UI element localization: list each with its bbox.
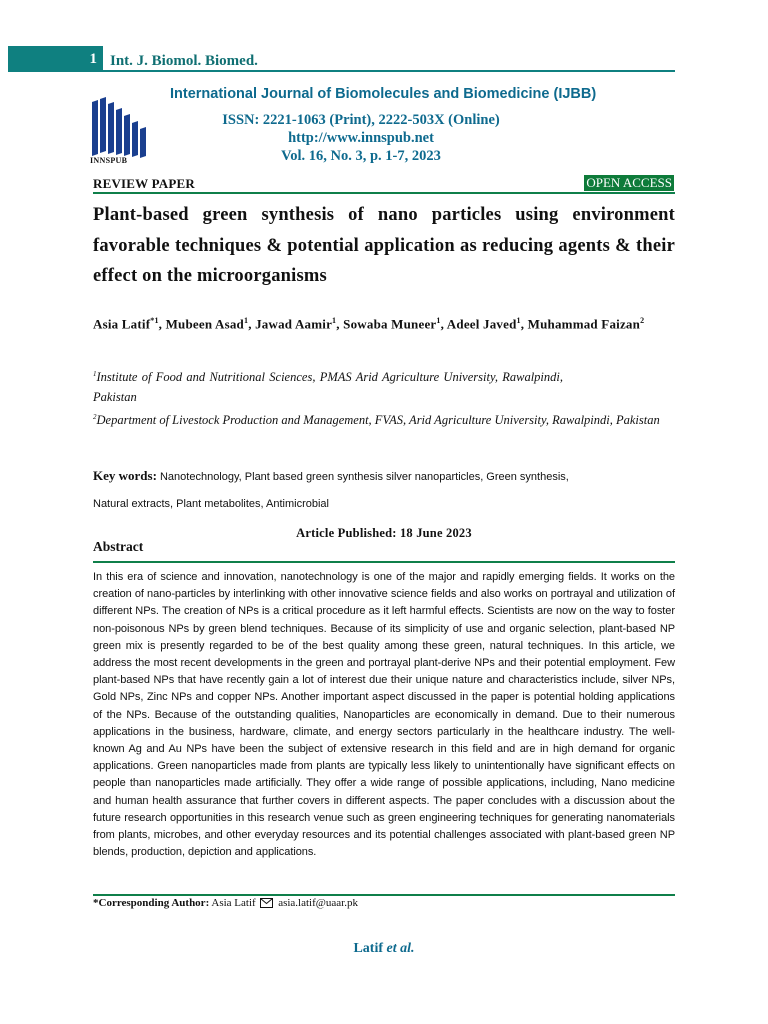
- author-mark: *1: [150, 316, 159, 325]
- affiliation-mark: 2: [93, 413, 97, 421]
- affiliation-mark: 1: [93, 370, 97, 378]
- issn: ISSN: 2221-1063 (Print), 2222-503X (Online): [222, 112, 500, 128]
- published-date: Article Published: 18 June 2023: [296, 526, 472, 540]
- footer-author: Latif: [353, 941, 384, 956]
- journal-url[interactable]: http://www.innspub.net: [288, 130, 434, 146]
- corresponding-author: [93, 897, 358, 909]
- running-journal-abbrev: Int. J. Biomol. Biomed.: [110, 53, 258, 69]
- corresponding-name: Asia Latif: [211, 897, 256, 909]
- author-list: Asia Latif$^{*1}$, Mubeen Asad$^1$, Jawad Aamir$^1$, Sowaba Muneer$^1$, Adeel Javed$^1$, Muhammad Faizan$^2$: [93, 316, 645, 332]
- open-access-badge: OPEN ACCESS: [586, 175, 672, 190]
- author-name: Jawad Aamir: [255, 316, 333, 332]
- abstract-text: In this era of science and innovation, nanotechnology is one of the major and rapidly emerging fields. It works on the creation of nano-particles by interlinking with other innovative science fields and also works on portrayal and utilization of different NPs. The creation of NPs is a critical procedure as it left harmful effects. Scientists are now on the way to foster non-poisonous NPs by green blend techniques. Because of its simplicity of use and organic selection, plant-based NP green mix is presently regarded to be of the best quality among these green, natural techniques. In this article, we address the most recent developments in the green and portrayal plant-derive NPs and their potential employment. Few plant-based NPs that have recently gain a lot of interest due their unique nature and characteristics include, silver NPs, Gold NPs, Zinc NPs and copper NPs. Another important aspect discussed in the paper is potential holding applications of the NPs. Because of the outstanding qualities, Nanoparticles are economically in demand. Due to their numerous applications in the business, hardware, climate, and energy sectors particularly in the healthcare industry. The well-known Ag and Au NPs have been the subject of extensive research in this field and are in high demand for organic applications. Green nanoparticles made from plants are typically less likely to unintentionally have significant effects on people than nanoparticles made artificially. They offer a wide range of possible applications, including, Nano medicine and human health assurance that further covers in different aspects. The paper concludes with a discussion about the future research opportunities in this research venue such as green engineering techniques for generating nanomaterials from plants, microbes, and other everyday resources and its potential challenges associated with plant-based green NP blends, production, depiction and applications.: [93, 571, 675, 859]
- affiliation-text: Department of Livestock Production and Management, FVAS, Arid Agriculture University, Rawalpindi, Pakistan: [96, 413, 660, 428]
- keywords-line-1: Nanotechnology, Plant based green synthesis silver nanoparticles, Green synthesis,: [159, 471, 569, 483]
- keywords: [93, 468, 675, 484]
- author-mark: 1: [516, 316, 521, 325]
- keywords-label: Key words:: [93, 468, 157, 483]
- abstract-heading: Abstract: [93, 539, 144, 554]
- author-name: Sowaba Muneer: [343, 316, 437, 332]
- keywords-line-2: Natural extracts, Plant metabolites, Antimicrobial: [93, 498, 329, 510]
- journal-title: International Journal of Biomolecules and Biomedicine (IJBB): [170, 86, 597, 102]
- author-name: Mubeen Asad: [165, 316, 244, 332]
- author-name: Muhammad Faizan: [527, 316, 641, 332]
- article-title: Plant-based green synthesis of nano particles using environment favorable techniques & potential application as reducing agents & their effect on the microorganisms: [93, 205, 675, 286]
- volume-info: Vol. 16, No. 3, p. 1-7, 2023: [281, 148, 441, 164]
- divider-abstract-bottom: [93, 894, 675, 896]
- affiliation-2: [93, 407, 675, 430]
- affiliation-text: Institute of Food and Nutritional Sciences, PMAS Arid Agriculture University, Rawalpindi, Pakistan: [93, 370, 563, 405]
- corresponding-email[interactable]: asia.latif@uaar.pk: [278, 897, 358, 909]
- header-rule: [103, 70, 675, 72]
- page-footer: [0, 941, 768, 957]
- author-mark: 1: [332, 316, 337, 325]
- envelope-icon: [260, 898, 273, 908]
- corresponding-label: *Corresponding Author:: [93, 897, 210, 909]
- author-name: Asia Latif: [93, 316, 151, 332]
- article-type: REVIEW PAPER: [93, 176, 195, 191]
- divider-abstract-top: [93, 561, 675, 563]
- author-mark: 2: [640, 316, 645, 325]
- page-number: 1: [8, 46, 103, 72]
- author-name: Adeel Javed: [446, 316, 517, 332]
- author-mark: 1: [243, 316, 249, 325]
- footer-etal: et al.: [386, 941, 415, 956]
- logo-text: INNSPUB: [90, 156, 128, 165]
- divider-top: [93, 192, 675, 194]
- affiliation-1: [93, 364, 563, 407]
- author-mark: 1: [436, 316, 441, 325]
